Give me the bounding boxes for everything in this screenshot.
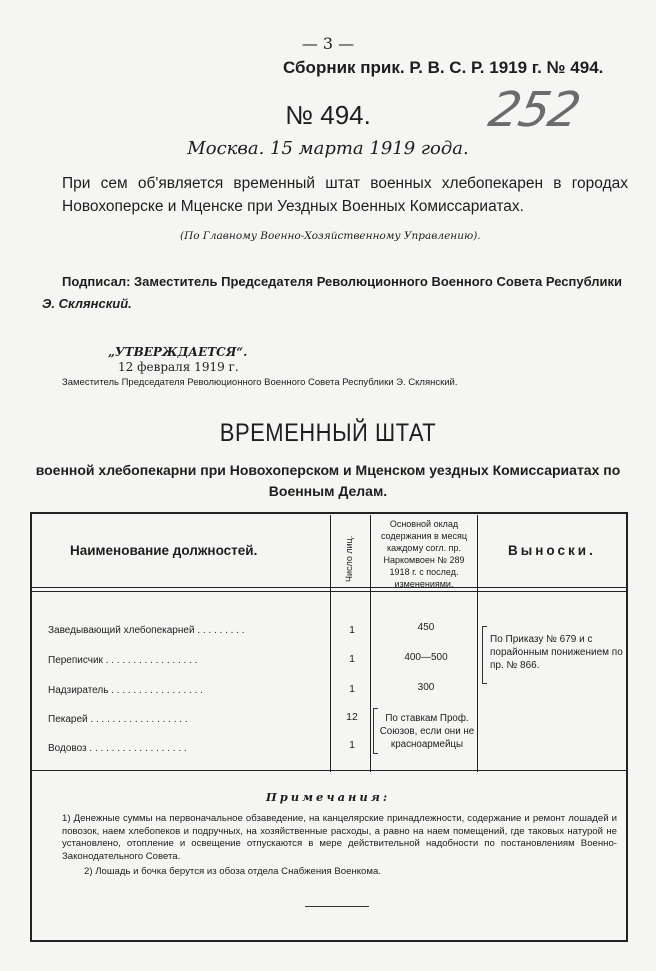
signed-line: Подписал: Заместитель Председателя Революционного Военного Совета Республики [62,274,623,289]
table-row-position: Переписчик . . . . . . . . . . . . . . . . . [48,655,198,666]
note-1: 1) Денежные суммы на первоначальное обзаведение, на канцелярские принадлежности, содержание и ремонт лошадей и повозок, наем хлебопеков и подручных, на хозяйственные расходы, а равно на наем помещений, где таковых натурой не установлено, отопление и освещение отпускаются в мере действительной надобности по постановлениям Военно-Законодательного Совета. [62,813,617,862]
staff-title: ВРЕМЕННЫЙ ШТАТ [219,418,437,447]
table-row-position: Заведывающий хлебопекарней . . . . . . . . . [48,625,245,636]
order-number: № 494. [285,100,371,130]
notes-title: Примечания: [265,790,391,804]
table-row-count: 1 [349,683,355,695]
staff-table-frame [30,512,628,942]
column-divider [370,515,371,772]
table-row-position: Пекарей . . . . . . . . . . . . . . . . . . [48,714,188,725]
footnote-bracket [482,626,487,684]
column-header-salary: Основной оклад содержания в месяц каждому согл. пр. Наркомвоен № 289 1918 г. с послед. изменениями. [380,519,468,589]
place-date: Москва. 15 марта 1919 года. [187,138,469,159]
column-header-count: Число лиц. [344,535,354,582]
signed-name: Э. Склянский. [42,296,132,311]
column-header-position: Наименование должностей. [70,543,258,558]
table-row-salary: 300 [417,682,435,693]
header-divider [32,591,626,592]
table-row-salary: 450 [417,622,435,633]
column-header-footnotes: Выноски. [508,543,596,558]
end-rule [305,906,369,907]
table-row-count: 1 [349,653,355,665]
union-rates-note: По ставкам Проф. Союзов, если они не красноармейцы [379,713,475,750]
approval-by: Заместитель Председателя Революционного Военного Совета Республики Э. Склянский. [62,377,458,388]
header-divider [32,587,626,588]
column-divider [330,515,331,772]
table-row-position: Надзиратель . . . . . . . . . . . . . . . . . [48,685,203,696]
footnote-text: По Приказу № 679 и с порайонным понижением по пр. № 866. [490,634,623,671]
column-divider [477,515,478,772]
page-number: — 3 — [301,34,355,53]
handwritten-archive-number: 252 [484,82,585,138]
staff-subtitle-line1: военной хлебопекарни при Новохоперском и Мценском уездных Комиссариатах по [35,462,621,478]
note-2: 2) Лошадь и бочка берутся из обоза отдела Снабжения Военкома. [84,866,381,877]
table-row-count: 12 [346,711,358,723]
approval-date: 12 февраля 1919 г. [118,360,239,374]
collection-header: Сборник прик. Р. В. С. Р. 1919 г. № 494. [283,58,604,77]
table-row-count: 1 [349,739,355,751]
approval-label: „УТВЕРЖДАЕТСЯ“. [108,345,248,359]
table-row-position: Водовоз . . . . . . . . . . . . . . . . . . [48,743,187,754]
staff-subtitle-line2: Военным Делам. [268,483,388,499]
table-row-salary: 400—500 [404,652,448,663]
table-row-count: 1 [349,624,355,636]
table-body-end [32,770,626,771]
directorate-note: (По Главному Военно-Хозяйственному Управлению). [180,230,481,242]
announcement-text: При сем об'является временный штат военных хлебопекарен в городах Новохоперске и Мценске при Уездных Военных Комиссариатах. [62,175,628,215]
